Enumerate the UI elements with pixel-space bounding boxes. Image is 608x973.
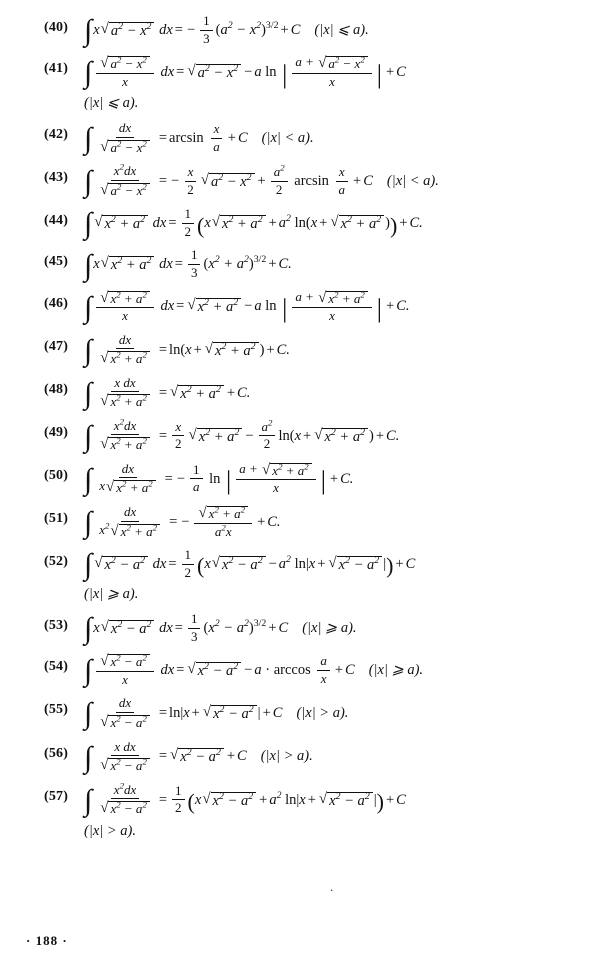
formula-expression: ∫ x √ $x^2 - a^2$ dx = $\frac{1}{3}$ ( $x^2 - a^2$ )$^{3/2}$ + C (|x| ⩾ a). — [84, 611, 357, 646]
formula-row — [0, 121, 608, 155]
formula-expression: ∫ $x^2dx$ √ $x^2 + a^2$ = $\frac{x}{2}$ √ $x^2 + a^2$ − $\frac{a^2}{2}$ ln( x + √ $x^2 + a^2$ ) + C. — [84, 416, 400, 453]
formula-number: (42) — [44, 127, 69, 143]
formula-expression: ∫ x √ $a^2 - x^2$ dx = − $\frac{1}{3}$ ( $a^2 - x^2$ )$^{3/2}$ + C (|x| ⩽ a). — [84, 13, 369, 48]
formula-number: (49) — [44, 424, 69, 440]
formula-expression: ∫ √ $x^2 + a^2$ x dx = √ $x^2 + a^2$ − a ln | a + √ $x^2 + a^2$ x | + C. — [84, 288, 410, 324]
formula-number: (50) — [44, 467, 69, 483]
formula-continuation: (|x| > a). — [84, 822, 136, 839]
formula-number: (46) — [44, 295, 69, 311]
formula-row — [0, 548, 608, 580]
formula-expression: ∫ $x^2dx$ √ $x^2 - a^2$ = $\frac{1}{2}$ ( x √ $x^2 - a^2$ + $a^2$ ln| x + √ $x^2 - a^2$ | ) + C — [84, 780, 406, 817]
formula-number: (52) — [44, 554, 69, 570]
formula-condition: (|x| < a). — [386, 173, 439, 190]
formula-expression: ∫ √ $x^2 + a^2$ dx = $\frac{1}{2}$ ( x √ $x^2 + a^2$ + $a^2$ ln( x + √ $x^2 + a^2$ ) ) + C. — [84, 206, 423, 241]
formula-number: (48) — [44, 381, 69, 397]
formula-row — [0, 416, 608, 453]
formula-expression: ∫ dx x √ $x^2 + a^2$ = − $\frac{1}{a}$ ln | a + √ $x^2 + a^2$ x | + C. — [84, 460, 354, 496]
formula-expression: ∫ √ $a^2 - x^2$ x dx = √ $a^2 - x^2$ − a ln | a + √ $a^2 - x^2$ x | + C — [84, 54, 406, 90]
formula-row — [0, 333, 608, 367]
formula-number: (55) — [44, 702, 69, 718]
formula-continuation: (|x| ⩽ a). — [84, 95, 139, 112]
formula-number: (43) — [44, 170, 69, 186]
formula-row — [0, 290, 608, 324]
formula-number: (53) — [44, 618, 69, 634]
formula-condition: (|x| ⩾ a). — [368, 662, 424, 679]
formula-row — [0, 780, 608, 817]
formula-row — [0, 696, 608, 730]
formula-number: (40) — [44, 20, 69, 35]
formula-row — [0, 207, 608, 239]
formula-row — [0, 462, 608, 496]
formula-condition: (|x| > a). — [260, 748, 313, 765]
formula-row — [0, 505, 608, 539]
formula-list — [0, 14, 608, 849]
formula-condition: (|x| ⩽ a). — [314, 21, 369, 38]
formula-row — [0, 14, 608, 46]
page-number: · 188 · — [26, 933, 68, 948]
formula-expression: ∫ dx √ $x^2 - a^2$ = ln| x + √ $x^2 - a^2$ | + C (|x| > a). — [84, 695, 349, 731]
formula-expression: ∫ dx √ $x^2 + a^2$ = ln( x + √ $x^2 + a^2$ ) + C. — [84, 331, 290, 367]
formula-condition: (|x| > a). — [296, 705, 349, 722]
formula-number: (56) — [44, 745, 69, 761]
formula-number: (54) — [44, 659, 69, 675]
formula-number: (45) — [44, 254, 69, 270]
formula-expression: ∫ x dx √ $x^2 - a^2$ = √ $x^2 - a^2$ + C (|x| > a). — [84, 738, 313, 774]
formula-number: (41) — [44, 61, 69, 77]
formula-row — [0, 248, 608, 280]
formula-expression: ∫ x dx √ $x^2 + a^2$ = √ $x^2 + a^2$ + C. — [84, 374, 251, 410]
formula-expression: ∫ dx √ $a^2 - x^2$ = arcsin $\frac{x}{a}$ + C (|x| < a). — [84, 120, 314, 156]
formula-row — [0, 653, 608, 687]
formula-row — [0, 740, 608, 774]
formula-condition: (|x| < a). — [261, 130, 314, 147]
formula-row — [0, 161, 608, 199]
formula-expression: ∫ $x^2dx$ √ $a^2 - x^2$ = − $\frac{x}{2}$ √ $a^2 - x^2$ + $\frac{a^2}{2}$ arcsin $\frac{x}{a}$ + C (|x| < a). — [84, 161, 439, 199]
formula-number: (47) — [44, 338, 69, 354]
formula-number: (57) — [44, 788, 69, 804]
formula-expression: ∫ √ $x^2 - a^2$ x dx = √ $x^2 - a^2$ − a · arccos $\frac{a}{x}$ + C (|x| ⩾ a). — [84, 652, 424, 688]
formula-row — [0, 376, 608, 410]
formula-condition: (|x| ⩾ a). — [302, 620, 357, 637]
formula-expression: ∫ √ $x^2 - a^2$ dx = $\frac{1}{2}$ ( x √ $x^2 - a^2$ − $a^2$ ln| x + √ $x^2 - a^2$ | ) + C — [84, 547, 416, 582]
stray-mark: . — [330, 879, 334, 894]
formula-row — [0, 55, 608, 89]
formula-row — [0, 612, 608, 644]
formula-number: (51) — [44, 511, 69, 527]
formula-expression: ∫ dx $x^2$ √ $x^2 + a^2$ = − √ $x^2 + a^2$ $a^2x$ + C. — [84, 504, 281, 540]
formula-number: (44) — [44, 213, 69, 229]
formula-expression: ∫ x √ $x^2 + a^2$ dx = $\frac{1}{3}$ ( $x^2 + a^2$ )$^{3/2}$ + C. — [84, 247, 292, 282]
formula-continuation: (|x| ⩾ a). — [84, 586, 139, 603]
